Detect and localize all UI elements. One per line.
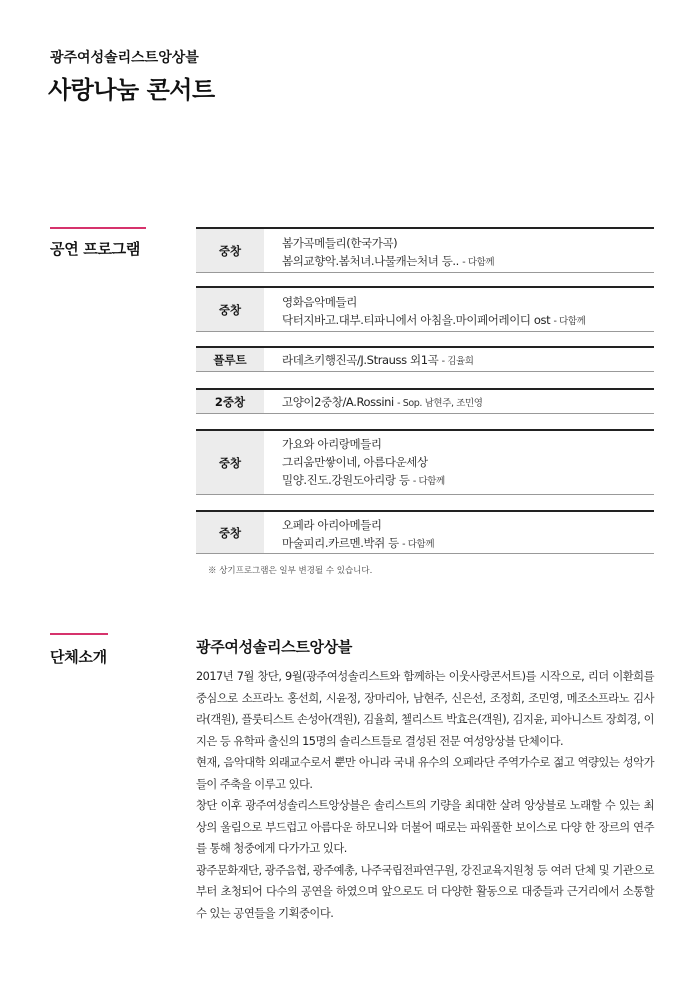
- org-name: 광주여성솔리스트앙상블: [50, 50, 199, 66]
- program-line: 오페라 아리아메들리: [282, 518, 382, 532]
- program-note: ※ 상기프로그램은 일부 변경될 수 있습니다.: [208, 566, 373, 576]
- program-type: 중창: [196, 288, 264, 331]
- intro-heading: 광주여성솔리스트앙상블: [196, 638, 353, 656]
- program-section-label: 공연 프로그램: [50, 240, 141, 258]
- program-desc: [264, 288, 654, 331]
- program-desc: [264, 390, 654, 413]
- program-row: [196, 227, 654, 273]
- program-line-text: 봄의교향악.봄처녀.나물캐는처녀 등..: [282, 254, 459, 268]
- program-line-text: 닥터지바고.대부.티파니에서 아침을.마이페어레이디 ost: [282, 313, 551, 327]
- program-desc: [264, 512, 654, 553]
- program-line: [282, 471, 654, 491]
- program-type: 플루트: [196, 348, 264, 371]
- program-type: 중창: [196, 431, 264, 494]
- program-section-bar: [50, 227, 146, 229]
- program-row: [196, 388, 654, 414]
- program-type: 중창: [196, 229, 264, 272]
- program-row: [196, 510, 654, 554]
- program-line-text: 라데츠키행진곡/J.Strauss 외1곡: [282, 353, 439, 367]
- intro-paragraph: 현재, 음악대학 외래교수로서 뿐만 아니라 국내 유수의 오페라단 주역가수로 젊고 역량있는 성악가들이 주축을 이루고 있다.: [196, 756, 654, 791]
- program-line: [282, 393, 654, 413]
- program-type: 2중창: [196, 390, 264, 413]
- program-credit: - 김율희: [441, 356, 474, 367]
- program-credit: - 다함께: [412, 476, 445, 487]
- program-row: [196, 346, 654, 372]
- program-line: [282, 534, 654, 554]
- intro-paragraph: 창단 이후 광주여성솔리스트앙상블은 솔리스트의 기량을 최대한 살려 앙상블로 노래할 수 있는 최상의 울림으로 부드럽고 아름다운 하모니와 더불어 때로는 파워풀한 보이스로 다양 한 장르의 연주를 통해 청중에게 다가가고 있다.: [196, 799, 654, 855]
- program-row: [196, 429, 654, 495]
- program-desc: [264, 431, 654, 494]
- program-line: [282, 311, 654, 331]
- program-type: 중창: [196, 512, 264, 553]
- program-line: 영화음악메들리: [282, 295, 357, 309]
- program-credit: - 다함께: [402, 539, 435, 550]
- program-line: [282, 351, 654, 371]
- intro-paragraph: 광주문화재단, 광주음협, 광주예총, 나주국립전파연구원, 강진교육지원청 등 여러 단체 및 기관으로부터 초청되어 다수의 공연을 하였으며 앞으로도 더 다양한 활동으로 대중들과 근거리에서 소통할 수 있는 공연들을 기획중이다.: [196, 863, 654, 920]
- intro-paragraph: 2017년 7월 창단, 9월(광주여성솔리스트와 함께하는 이웃사랑콘서트)를 시작으로, 리더 이환희를 중심으로 소프라노 홍선희, 시윤정, 장마리아, 남현주, 신은선, 조정희, 조민영, 메조소프라노 김사라(객원), 플룻티스트 손성아(객원), 김율희, 첼리스트 박효은(객원), 김지윤, 피아니스트 장희경, 이지은 등 유학파 출신의 15명의 솔리스트들로 결성된 전문 여성앙상블 단체이다.: [196, 670, 654, 748]
- program-line-text: 고양이2중창/A.Rossini: [282, 395, 394, 409]
- program-line-text: 마술피리.카르멘.박쥐 등: [282, 536, 399, 550]
- intro-section-bar: [50, 633, 108, 635]
- program-line: 봄가곡메들리(한국가곡): [282, 236, 398, 250]
- program-line: 그리움만쌓이네, 아름다운세상: [282, 455, 428, 469]
- program-desc: [264, 229, 654, 272]
- program-credit: - 다함께: [553, 316, 586, 327]
- intro-section-label: 단체소개: [50, 648, 107, 666]
- program-line-text: 밀양.진도.강원도아리랑 등: [282, 473, 413, 487]
- program-credit: - Sop. 남현주, 조민영: [397, 398, 483, 409]
- page-title: 사랑나눔 콘서트: [48, 76, 215, 104]
- program-line: [282, 252, 654, 272]
- program-desc: [264, 348, 654, 371]
- intro-body: [196, 666, 654, 924]
- program-row: [196, 286, 654, 332]
- program-line: 가요와 아리랑메들리: [282, 437, 382, 451]
- program-credit: - 다함께: [462, 257, 495, 268]
